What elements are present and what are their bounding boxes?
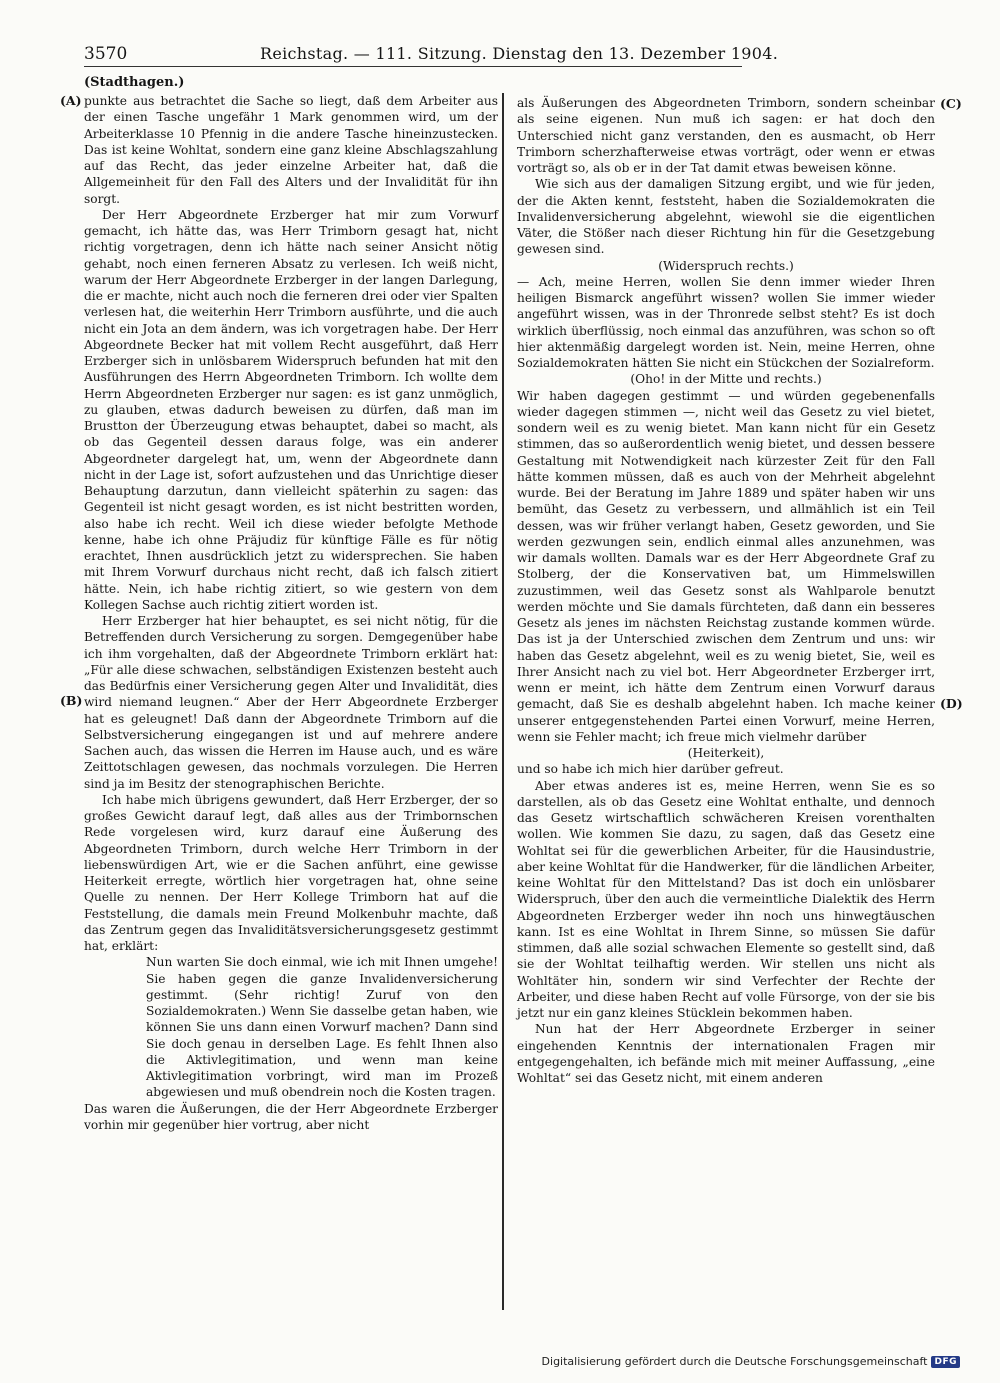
margin-marker-b: (B) (60, 693, 83, 708)
footer (542, 1355, 960, 1368)
paragraph: — Ach, meine Herren, wollen Sie denn immer wieder Ihren heiligen Bismarck angeführt wissen? wollen Sie immer wieder angeführt wissen, was in der Thronrede selbst steht? Es ist doch wirklich überflüssig, noch einmal das anzuführen, was schon so oft hier aktenmäßig dargelegt worden ist. Nein, meine Herren, ohne Sozialdemokraten hätten Sie nicht ein Stückchen der Sozialreform. (517, 274, 935, 370)
speaker-name: (Stadthagen.) (84, 75, 185, 90)
paragraph: Aber etwas anderes ist es, meine Herren, wenn Sie es so darstellen, als ob das Gesetz eine Wohltat enthalte, und dennoch das Gesetz wirtschaftlich schwächeren Kreisen vorenthalten wollen. Wie kommen Sie dazu, zu sagen, daß das Gesetz eine Wohltat sei für die gewerblichen Arbeiter, für die Hausindustrie, aber keine Wohltat für die Handwerker, für die ländlichen Arbeiter, keine Wohltat für den Mittelstand? Das ist doch ein unlösbarer Widerspruch, über den auch die vermeintliche Dialektik des Herrn Abgeordneten Erzberger weder ihn noch uns hinwegtäuschen kann. Ist es eine Wohltat in Ihrem Sinne, so müssen Sie dafür stimmen, daß alle sozial schwachen Elemente so gestellt sind, daß sie der Wohltat teilhaftig werden. Wir stellen uns nicht als Wohltäter hin, sondern wir sind Verfechter der Rechte der Arbeiter, und diese haben Recht auf volle Fürsorge, von der sie bis jetzt nur ein ganz kleines Stücklein bekommen haben. (517, 778, 935, 1020)
left-column (84, 93, 498, 1133)
paragraph: Ich habe mich übrigens gewundert, daß Herr Erzberger, der so großes Gewicht darauf legt, daß alles aus der Trimbornschen Rede vorgelesen wird, kurz darauf eine Äußerung des Abgeordneten Trimborn, durch welche Herr Trimborn in der liebenswürdigen Art, wie er die Sachen anführt, eine gewisse Heiterkeit erregte, wörtlich hier vorgetragen hat, ohne seine Quelle zu nennen. Der Herr Kollege Trimborn hat auf die Feststellung, die damals mein Freund Molkenbuhr machte, daß das Zentrum gegen das Invaliditätsversicherungsgesetz gestimmt hat, erklärt: (84, 792, 498, 953)
paragraph: Das waren die Äußerungen, die der Herr Abgeordnete Erzberger vorhin mir gegenüber hier vortrug, aber nicht (84, 1101, 498, 1132)
margin-marker-a: (A) (60, 93, 82, 108)
right-column (517, 95, 935, 1086)
interjection: (Oho! in der Mitte und rechts.) (630, 372, 822, 387)
paragraph: Nun hat der Herr Abgeordnete Erzberger in seiner eingehenden Kenntnis der internationalen Fragen mir entgegengehalten, ich befände mich mit meiner Auffassung, „eine Wohltat“ sei das Gesetz nicht, mit einem anderen (517, 1022, 935, 1085)
footer-text: Digitalisierung gefördert durch die Deutsche Forschungsgemeinschaft (541, 1355, 928, 1368)
paragraph: und so habe ich mich hier darüber gefreut. (517, 762, 784, 777)
paragraph: Wir haben dagegen gestimmt — und würden gegebenenfalls wieder dagegen stimmen —, nicht weil das Gesetz zu viel bietet, sondern weil es zu wenig bietet. Man kann nicht für ein Gesetz stimmen, das so außerordentlich wenig bietet, und dessen bessere Gestaltung mit Notwendigkeit nach kürzester Zeit für den Fall hätte kommen müssen, daß es auch von der Mehrheit abgelehnt wurde. Bei der Beratung im Jahre 1889 und später haben wir uns bemüht, das Gesetz zu verbessern, und allmählich ist ein Teil dessen, was wir früher verlangt haben, Gesetz geworden, und Sie werden gezwungen sein, endlich einmal alles anzunehmen, was wir damals wollten. Damals war es der Herr Abgeordnete Graf zu Stolberg, der die Konservativen bat, um Himmelswillen zuzustimmen, weil das Gesetz sonst als Wahlparole benutzt werden möchte und Sie damals fürchteten, daß dann ein besseres Gesetz als jenes im nächsten Reichstag zustande kommen würde. Das ist ja der Unterschied zwischen dem Zentrum und uns: wir haben das Gesetz abgelehnt, weil es zu wenig bietet, Sie, weil es Ihrer Ansicht nach zu viel bot. Herr Abgeordneter Erzberger irrt, wenn er meint, ich hätte dem Zentrum einen Vorwurf daraus gemacht, daß Sie es deshalb abgelehnt haben. Ich mache keiner unserer entgegenstehenden Partei einen Vorwurf, meine Herren, wenn sie Fehler macht; ich freue mich vielmehr darüber (517, 388, 935, 744)
margin-marker-c: (C) (940, 96, 962, 111)
running-title: Reichstag. — 111. Sitzung. Dienstag den 13. Dezember 1904. (260, 44, 779, 63)
paragraph: Herr Erzberger hat hier behauptet, es sei nicht nötig, für die Betreffenden durch Versicherung zu sorgen. Demgegenüber habe ich ihm vorgehalten, daß der Abgeordnete Trimborn erklärt hat: „Für alle diese schwachen, selbständigen Existenzen besteht auch das Bedürfnis einer Versicherung gegen Alter und Invalidität, dies wird niemand leugnen.“ Aber der Herr Abgeordnete Erzberger hat es geleugnet! Daß dann der Abgeordnete Trimborn auf die Selbstversicherung eingegangen ist und auf mehrere andere Sachen auch, das wissen die Herren im Hause auch, und es wäre Zeittotschlagen gewesen, das nochmals vorzulegen. Die Herren sind ja im Besitz der stenographischen Berichte. (84, 614, 498, 791)
paragraph: Wie sich aus der damaligen Sitzung ergibt, und wie für jeden, der die Akten kennt, feststeht, haben die Sozialdemokraten die Invalidenversicherung abgelehnt, wiewohl sie die eigentlichen Väter, die Stößer nach dieser Richtung hin für die Gesetzgebung gewesen sind. (517, 177, 935, 257)
interjection: (Heiterkeit), (687, 746, 765, 760)
paragraph: Der Herr Abgeordnete Erzberger hat mir zum Vorwurf gemacht, ich hätte das, was Herr Trimborn gesagt hat, nicht richtig vorgetragen, denn ich hätte nach seiner Ansicht nötig gehabt, noch einen ferneren Absatz zu verlesen. Ich weiß nicht, warum der Herr Abgeordnete Erzberger in der langen Darlegung, die er machte, nicht auch noch die ferneren drei oder vier Spalten verlesen hat, die weiterhin Herr Trimborn ausführte, und die auch nicht ein Jota an dem ändern, was ich vorgetragen habe. Der Herr Abgeordnete Becker hat mit vollem Recht ausgeführt, daß Herr Erzberger sich in unlösbarem Widerspruch befunden hat mit den Ausführungen des Herrn Abgeordneten Trimborn. Ich wollte dem Herrn Abgeordneten Erzberger nur sagen: es ist ganz unmöglich, zu glauben, etwas dadurch beweisen zu dürfen, daß man im Brustton der Überzeugung etwas behauptet, dabei so macht, als ob das Gegenteil dessen daraus folge, was ein anderer Abgeordneter dargelegt hat, um, wenn der Abgeordnete dann nicht in der Lage ist, sofort aufzustehen und das Unrichtige dieser Behauptung darzutun, dann vielleicht späterhin zu sagen: das Gegenteil ist nicht gesagt worden, es ist nicht bestritten worden, also habe ich recht. Weil ich diese wieder befolgte Methode kenne, habe ich ohne Präjudiz für künftige Fälle es für nötig erachtet, Ihnen ausdrücklich jetzt zu widersprechen. Sie haben mit Ihrem Vorwurf durchaus nicht recht, daß ich falsch zitiert hätte. Nein, ich habe richtig zitiert, so wie gestern von dem Kollegen Sachse auch richtig zitiert worden ist. (84, 207, 498, 612)
column-divider (502, 93, 504, 1310)
dfg-logo: DFG (931, 1356, 960, 1368)
margin-marker-d: (D) (940, 696, 963, 711)
header-rule (84, 66, 742, 67)
paragraph: als Äußerungen des Abgeordneten Trimborn, sondern scheinbar als seine eigenen. Nun muß ich sagen: er hat doch den Unterschied nicht ganz verstanden, den es ausmacht, ob Herr Trimborn scherzhafterweise etwas vorträgt, oder wenn er etwas vorträgt so, als ob er in der Tat damit etwas beweisen könne. (517, 96, 935, 175)
interjection: (Widerspruch rechts.) (658, 258, 794, 273)
quotation: Nun warten Sie doch einmal, wie ich mit Ihnen umgehe! Sie haben gegen die ganze Invalidenversicherung gestimmt. (Sehr richtig! Zuruf von den Sozialdemokraten.) Wenn Sie dasselbe getan haben, wie können Sie uns dann einen Vorwurf machen? Dann sind Sie doch genau in derselben Lage. Es fehlt Ihnen also die Aktivlegitimation, und wenn man keine Aktivlegitimation vorbringt, wird man im Prozeß abgewiesen und muß obendrein noch die Kosten tragen. (146, 955, 498, 1100)
paragraph: punkte aus betrachtet die Sache so liegt, daß dem Arbeiter aus der einen Tasche ungefähr 1 Mark genommen wird, um der Arbeiterklasse 10 Pfennig in die andere Tasche hineinzustecken. Das ist keine Wohltat, sondern eine ganz kleine Abschlagszahlung auf das Recht, das jeder einzelne Arbeiter hat, daß die Allgemeinheit für den Fall des Alters und der Invalidität für ihn sorgt. (84, 94, 498, 206)
page-number: 3570 (84, 44, 128, 64)
